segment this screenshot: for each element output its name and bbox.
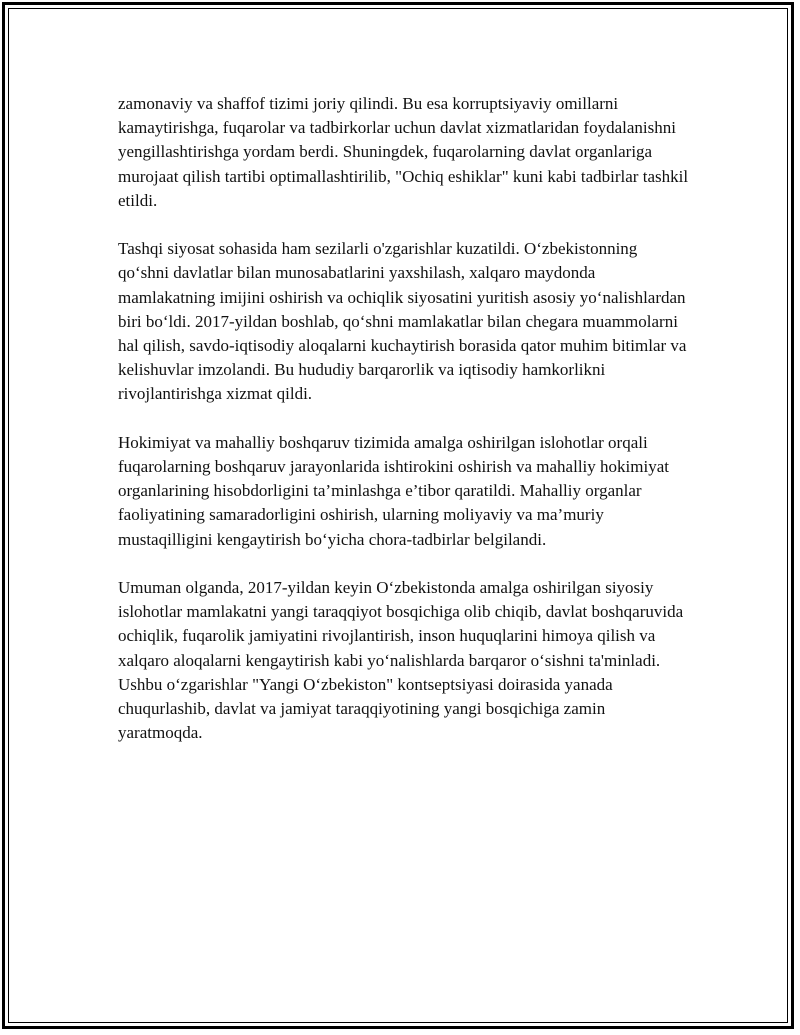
paragraph-2: Tashqi siyosat sohasida ham sezilarli o'zgarishlar kuzatildi. O‘zbekistonning qo‘shni davlatlar bilan munosabatlarini yaxshilash, xalqaro maydonda mamlakatning imijini oshirish va ochiqlik siyosatini yuritish asosiy yo‘nalishlardan biri bo‘ldi. 2017-yildan boshlab, qo‘shni mamlakatlar bilan chegara muammolarni hal qilish, savdo-iqtisodiy aloqalarni kuchaytirish borasida qator muhim bitimlar va kelishuvlar imzolandi. Bu hududiy barqarorlik va iqtisodiy hamkorlikni rivojlantirishga xizmat qildi. (118, 239, 687, 404)
paragraph-4: Umuman olganda, 2017-yildan keyin O‘zbekistonda amalga oshirilgan siyosiy islohotlar mamlakatni yangi taraqqiyot bosqichiga olib chiqib, davlat boshqaruvida ochiqlik, fuqarolik jamiyatini rivojlantirish, inson huquqlarini himoya qilish va xalqaro aloqalarni kengaytirish kabi yo‘nalishlarda barqaror o‘sishni ta'minladi. Ushbu o‘zgarishlar "Yangi O‘zbekiston" kontseptsiyasi doirasida yanada chuqurlashib, davlat va jamiyat taraqqiyotining yangi bosqichiga zamin yaratmoqda. (118, 578, 684, 743)
paragraph-3: Hokimiyat va mahalliy boshqaruv tizimida amalga oshirilgan islohotlar orqali fuqarolarning boshqaruv jarayonlarida ishtirokini oshirish va mahalliy hokimiyat organlarining hisobdorligini ta’minlashga e’tibor qaratildi. Mahalliy organlar faoliyatining samaradorligini oshirish, ularning moliyaviy va ma’muriy mustaqilligini kengaytirish bo‘yicha chora-tadbirlar belgilandi. (118, 432, 669, 549)
document-body (118, 92, 690, 770)
paragraph-1: zamonaviy va shaffof tizimi joriy qilindi. Bu esa korruptsiyaviy omillarni kamaytirishga, fuqarolar va tadbirkorlar uchun davlat xizmatlaridan foydalanishni yengillashtirishga yordam berdi. Shuningdek, fuqarolarning davlat organlariga murojaat qilish tartibi optimallashtirilib, "Ochiq eshiklar" kuni kabi tadbirlar tashkil etildi. (118, 94, 689, 210)
